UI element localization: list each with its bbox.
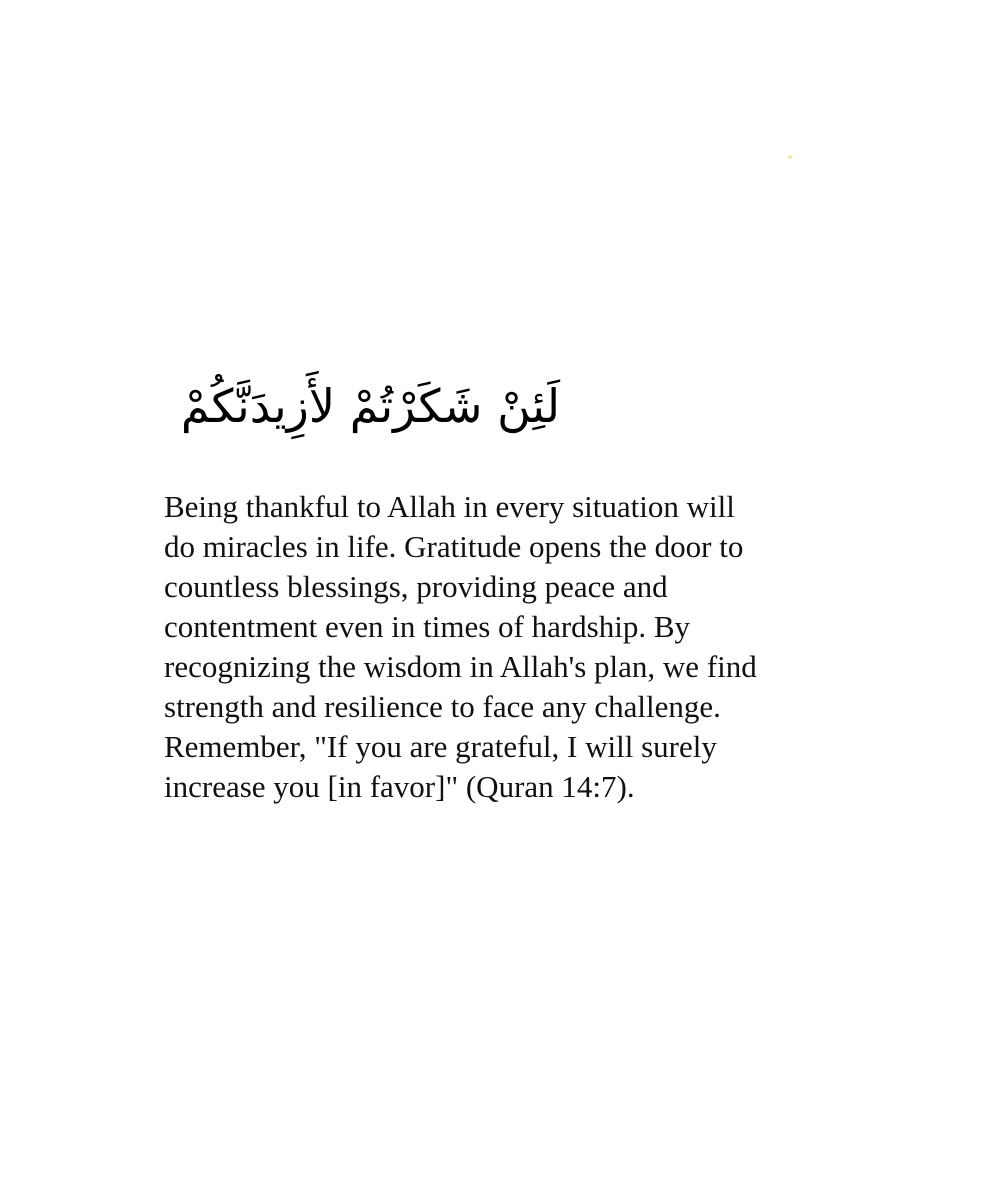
paragraph-line: Remember, "If you are grateful, I will surely	[164, 729, 717, 764]
arabic-verse-heading: لَئِنْ شَكَرْتُمْ لأَزِيدَنَّكُمْ	[180, 379, 560, 433]
paragraph-line: recognizing the wisdom in Allah's plan, we find	[164, 649, 757, 684]
reflection-paragraph	[164, 487, 854, 807]
paragraph-line: do miracles in life. Gratitude opens the door to	[164, 529, 744, 564]
paragraph-line: increase you [in favor]" (Quran 14:7).	[164, 769, 635, 804]
paragraph-line: contentment even in times of hardship. By	[164, 609, 691, 644]
paragraph-line: strength and resilience to face any challenge.	[164, 689, 721, 724]
paragraph-line: Being thankful to Allah in every situation will	[164, 489, 735, 524]
decorative-speck	[788, 155, 792, 159]
paragraph-line: countless blessings, providing peace and	[164, 569, 668, 604]
